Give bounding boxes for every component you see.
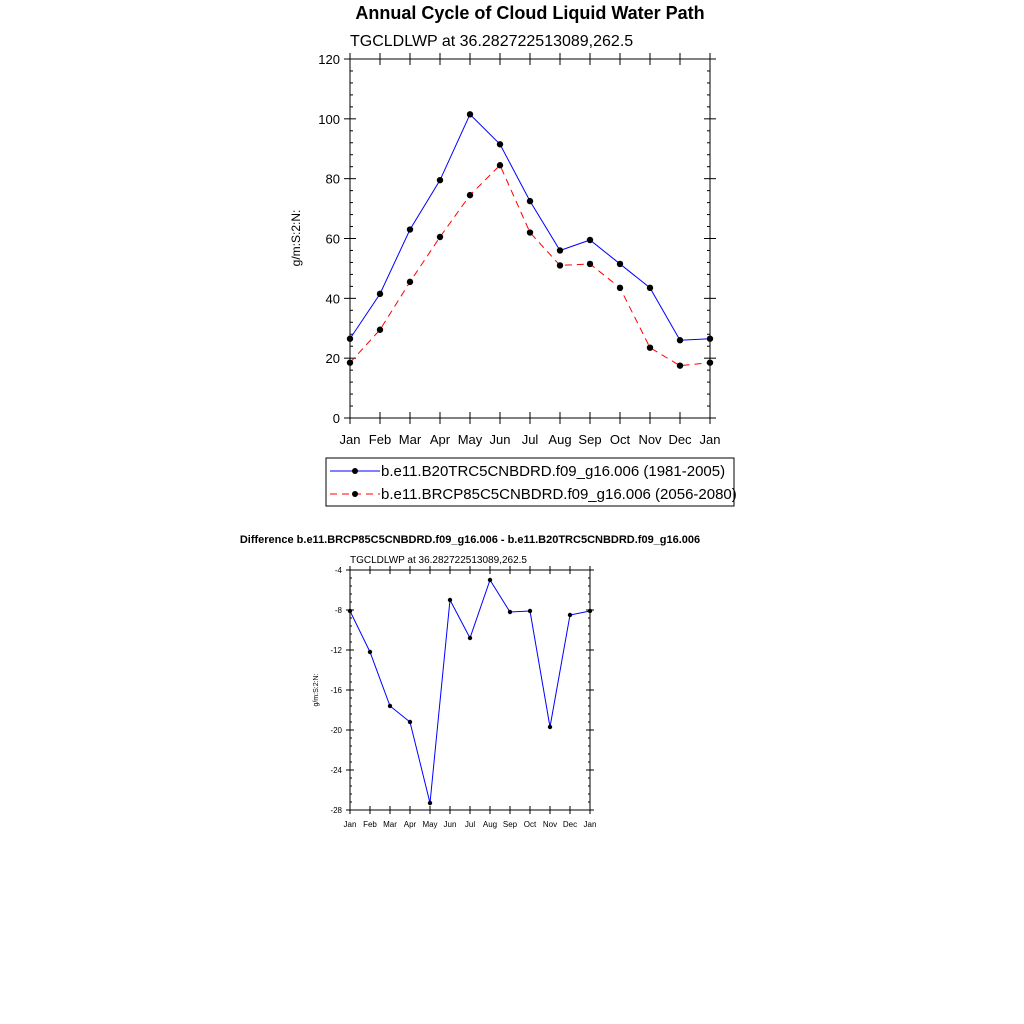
diff-xtick-label: Feb: [363, 820, 377, 829]
diff-xtick-label: Nov: [542, 820, 558, 829]
diff-ytick-label: -24: [330, 766, 342, 775]
main-chart-legend: [326, 458, 737, 506]
main-series-1-point: [347, 336, 353, 342]
diff-xtick-label: Oct: [523, 820, 537, 829]
diff-xtick-label: Jun: [443, 820, 457, 829]
diff-series-1-point: [588, 609, 592, 613]
diff-xtick-label: Apr: [403, 820, 417, 829]
diff-plot-frame: [350, 570, 590, 810]
main-series-line-1: [350, 114, 710, 340]
diff-series-1-point: [548, 725, 552, 729]
main-series-2-point: [467, 192, 473, 198]
diff-series-1-point: [428, 801, 432, 805]
main-series-1-point: [707, 336, 713, 342]
legend-marker-series-1: [352, 468, 358, 474]
main-series-2-point: [647, 344, 653, 350]
main-series-1-point: [527, 198, 533, 204]
main-series-2-point: [617, 285, 623, 291]
diff-series-1-point: [408, 720, 412, 724]
diff-series-line-1: [350, 580, 590, 803]
main-series-2-point: [437, 234, 443, 240]
main-plot-area: [318, 52, 720, 447]
main-series-1-point: [617, 261, 623, 267]
main-ytick-label: 60: [325, 231, 340, 247]
main-chart-subtitle: TGCLDLWP at 36.282722513089,262.5: [350, 33, 634, 50]
diff-xtick-label: Dec: [562, 820, 578, 829]
diff-series-1-point: [388, 704, 392, 708]
diff-ytick-label: -20: [330, 726, 342, 735]
diff-xtick-label: Jul: [464, 820, 476, 829]
diff-xtick-label: Sep: [502, 820, 518, 829]
main-ytick-label: 100: [318, 111, 340, 127]
main-xtick-label: Jan: [699, 432, 721, 447]
main-ytick-label: 20: [325, 351, 340, 367]
main-series-1-point: [407, 226, 413, 232]
main-series-2-point: [347, 359, 353, 365]
main-xtick-label: Aug: [548, 432, 572, 447]
main-series-1-point: [557, 247, 563, 253]
legend-label-series-1: b.e11.B20TRC5CNBDRD.f09_g16.006 (1981-2005): [381, 463, 726, 480]
main-series-2-point: [527, 229, 533, 235]
main-series-1-point: [647, 285, 653, 291]
main-series-1-point: [437, 177, 443, 183]
diff-xtick-label: May: [422, 820, 438, 829]
main-xtick-label: May: [457, 432, 483, 447]
diff-chart-ylabel: g/m:S:2:N:: [313, 673, 320, 707]
main-xtick-label: Jan: [339, 432, 361, 447]
main-xtick-label: Nov: [638, 432, 662, 447]
diff-series-1-point: [368, 650, 372, 654]
main-xtick-label: Jun: [489, 432, 511, 447]
main-xtick-label: Jul: [521, 432, 539, 447]
main-series-1-point: [467, 111, 473, 117]
diff-plot-area: [330, 566, 596, 829]
main-series-2-point: [707, 359, 713, 365]
diff-ytick-label: -4: [334, 566, 342, 575]
main-series-2-point: [677, 362, 683, 368]
diff-chart-subtitle: TGCLDLWP at 36.282722513089,262.5: [350, 555, 527, 566]
main-series-1-point: [677, 337, 683, 343]
main-series-2-point: [587, 261, 593, 267]
main-xtick-label: Oct: [609, 432, 631, 447]
main-series-line-2: [350, 165, 710, 365]
main-series-2-point: [557, 262, 563, 268]
main-plot-frame: [350, 59, 710, 418]
diff-ytick-label: -16: [330, 686, 342, 695]
main-xtick-label: Dec: [668, 432, 692, 447]
diff-series-1-point: [468, 636, 472, 640]
diff-xtick-label: Aug: [482, 820, 498, 829]
main-xtick-label: Apr: [429, 432, 451, 447]
diff-xtick-label: Jan: [583, 820, 597, 829]
main-series-1-point: [497, 141, 503, 147]
main-chart-ylabel: g/m:S:2:N:: [289, 209, 303, 267]
legend-label-series-2: b.e11.BRCP85C5CNBDRD.f09_g16.006 (2056-2080): [381, 486, 737, 503]
diff-series-1-point: [348, 609, 352, 613]
main-xtick-label: Sep: [578, 432, 602, 447]
main-ytick-label: 0: [332, 411, 340, 426]
legend-marker-series-2: [352, 491, 358, 497]
main-series-1-point: [377, 291, 383, 297]
diff-ytick-label: -28: [330, 806, 342, 815]
diff-chart-title: Difference b.e11.BRCP85C5CNBDRD.f09_g16.006 - b.e11.B20TRC5CNBDRD.f09_g16.006: [239, 534, 701, 546]
main-xtick-label: Mar: [398, 432, 422, 447]
main-xtick-label: Feb: [368, 432, 392, 447]
diff-series-1-point: [568, 613, 572, 617]
main-ytick-label: 120: [318, 52, 340, 67]
diff-ytick-label: -8: [334, 606, 342, 615]
diff-series-1-point: [508, 610, 512, 614]
main-series-2-point: [377, 327, 383, 333]
main-ytick-label: 40: [325, 291, 340, 307]
diff-xtick-label: Jan: [343, 820, 357, 829]
diff-ytick-label: -12: [330, 646, 342, 655]
main-series-2-point: [407, 279, 413, 285]
main-ytick-label: 80: [325, 171, 340, 187]
diff-series-1-point: [488, 578, 492, 582]
main-chart-title: Annual Cycle of Cloud Liquid Water Path: [355, 3, 705, 23]
diff-xtick-label: Mar: [383, 820, 397, 829]
main-series-2-point: [497, 162, 503, 168]
main-series-1-point: [587, 237, 593, 243]
diff-series-1-point: [528, 609, 532, 613]
diff-series-1-point: [448, 598, 452, 602]
